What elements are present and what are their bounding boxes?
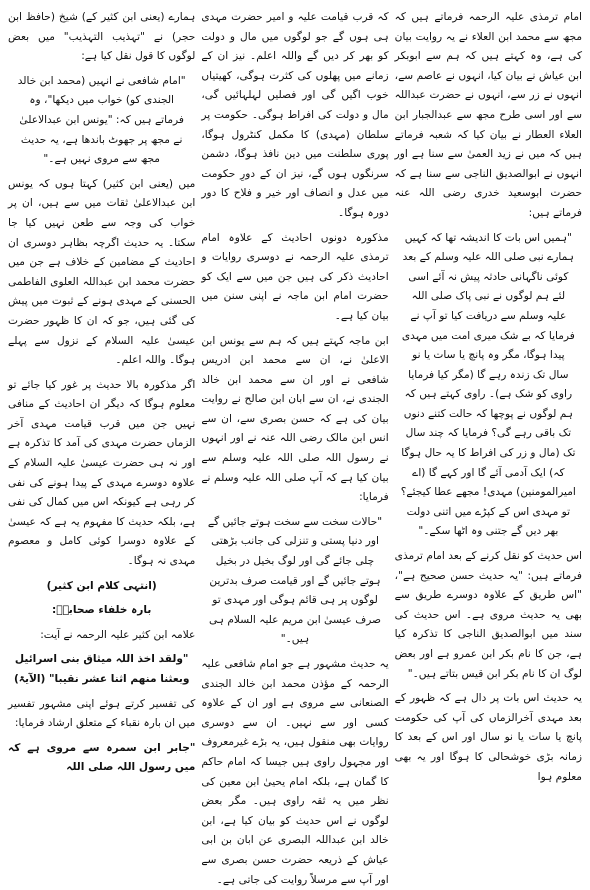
paragraph: اگر مذکورہ بالا حدیث پر غور کیا جائے تو معلوم ہوگا کہ دیگر ان احادیث کے منافی نہیں جن میں قرب قیامت مہدی آخر الزماں حضرت مہدی کی آمد کا تذکرہ ہے اور نہ ہی حضرت عیسیٰ علیہ السلام کے علاوہ دوسرے مہدی کے پیدا ہونے کی نفی کر رہی ہے کیونکہ اس میں کمال کی نفی ہے، بلکہ حدیث کا مفہوم یہ ہے کہ عیسیٰ کے علاوہ دوسرا کوئی کامل و معصوم مہدی نہ ہوگا۔ (8, 378, 196, 568)
paragraph: "ہمیں اس بات کا اندیشہ تھا کہ کہیں ہمارے نبی صلی اللہ علیہ وسلم کے بعد کوئی ناگہانی حادثہ پیش نہ آئے اسی لئے ہم لوگوں نے نبی پاک صلی اللہ علیہ وسلم سے دریافت کیا تو آپ نے فرمایا کہ بے شک میری امت میں مہدی پیدا ہوگا، مگر وہ پانچ یا سات یا نو سال تک زندہ رہے گا (مگر کیا فرمایا راوی کو شک ہے)۔ راوی کہتے ہیں کہ ہم لوگوں نے پوچھا کہ حالت کتنے دنوں تک باقی رہے گی؟ فرمایا کہ چند سال تک (مال و زر کی افراط کا یہ حال ہوگا کہ) ایک آدمی آئے گا اور کہے گا (اے امیرالمومنین) مہدی! مجھے عطا کیجئے؟ تو مہدی اس کے کپڑے میں اتنی دولت بھر دیں گے جتنی وہ اٹھا سکے۔" (400, 231, 576, 538)
paragraph: میں (یعنی ابن کثیر) کہتا ہوں کہ یونس ابن عبدالاعلیٰ ثقات میں سے ہیں، ان پر خواب کی وجہ سے طعن نہیں کیا جا سکتا۔ یہ حدیث اگرچہ بظاہر دوسری ان احادیث کے مضامین کے خلاف ہے جن میں حضرت محمد ابن عبداللہ العلوی الفاطمی الحسنی کے مہدی ہونے کے ثبوت میں پیش کی گئی ہیں، جو کہ ان کا ظہور حضرت عیسیٰ علیہ السلام کے نزول سے پہلے ہوگا۔ واللہ اعلم۔ (8, 177, 196, 367)
paragraph: "امام شافعی نے انہیں (محمد ابن خالد الجندی کو) خواب میں دیکھا"، وہ فرماتے ہیں کہ: "یونس ابن عبدالاعلیٰ نے مجھ پر جھوٹ باندھا ہے، یہ حدیث مجھ سے مروی نہیں ہے۔" (17, 74, 186, 166)
paragraph: "جابر ابن سمرہ سے مروی ہے کہ میں رسول اللہ صلی اللہ (8, 741, 196, 774)
text-column-middle (201, 8, 389, 886)
paragraph: (انتہی کلام ابن کثیر) (46, 579, 157, 592)
paragraph: "ولقد اخذ اللہ میثاق بنی اسرائیل وبعثنا منھم اثنا عشر نقیبا" (الآیۃ) (13, 653, 190, 685)
text-column-left (8, 8, 196, 774)
paragraph: یہ حدیث اس بات پر دال ہے کہ ظہور کے بعد مہدی آخرالزماں کی آپ کی حکومت پانچ یا سات یا نو سال اور اس کے بعد کا زمانہ بڑی خوشحالی کا ہوگا اور یہ بھی معلوم ہوا (394, 692, 582, 783)
text-column-right (394, 8, 582, 783)
paragraph: کہ قرب قیامت علیہ و امیر حضرت مہدی ہی ہوں گے جو لوگوں میں مال و دولت کو بھر کر دیں گے واللہ اعلم۔ نیز ان کے زمانے میں پھلوں کی کثرت ہوگی، کھیتیاں خوب اگیں گی اور فصلیں لہلہائیں گی، مال و دولت کی افراط ہوگی۔ حکومت پر سلطان (مہدی) کا مکمل کنٹرول ہوگا، پوری سلطنت میں دین نافذ ہوگا، دشمن سرنگوں ہوں گے، نیز ان کے دورِ حکومت میں عدل و انصاف اور خیر و فلاح کا دور دورہ ہوگا۔ (201, 11, 389, 219)
paragraph: اس حدیث کو نقل کرنے کے بعد امام ترمذی فرماتے ہیں: "یہ حدیث حسن صحیح ہے"، "اس طریق کے علاوہ دوسرے طریق سے بھی یہ حدیث مروی ہے۔ اس حدیث کی سند میں ابوالصدیق الناجی کا تذکرہ کیا ہے، جن کا نام بکر ابن عمرو ہے اور بعض لوگ ان کا نام بکر ابن قیس بتاتے ہیں۔" (394, 550, 582, 680)
paragraph: علامہ ابن کثیر علیہ الرحمہ نے آیت: (40, 628, 196, 641)
paragraph: ابن ماجہ کہتے ہیں کہ ہم سے یونس ابن الاعلیٰ نے، ان سے محمد ابن ادریس شافعی نے اور ان سے محمد ابن خالد الجندی نے، ان سے ابان ابن صالح نے روایت بیان کی ہے کہ حسن بصری سے، ان سے انس ابن مالک رضی اللہ عنہ نے اور انہوں نے رسول اللہ صلی اللہ علیہ وسلم سے بیان کیا ہے کہ آپ صلی اللہ علیہ وسلم نے فرمایا: (201, 334, 389, 504)
paragraph: یہ حدیث مشہور ہے جو امام شافعی علیہ الرحمہ کے مؤذن محمد ابن خالد الجندی الصنعانی سے مروی ہے اور ان کے علاوہ کسی اور سے نہیں۔ ان سے دوسری روایات بھی منقول ہیں، یہ بڑے غیرمعروف اور مجہول راوی ہیں جیسا کہ امام حاکم کا گمان ہے، بلکہ امام یحییٰ ابن معین کی نظر میں یہ ثقہ راوی ہیں۔ مگر بعض لوگوں نے اس حدیث کو بیان کیا ہے، ابن خالد ابن عبداللہ البصری عن ابان بن ابی عیاش کے ذریعہ حضرت حسن بصری سے اور آپ سے مرسلاً روایت کی جاتی ہے۔ (201, 658, 389, 886)
paragraph: امام ترمذی علیہ الرحمہ فرماتے ہیں کہ مجھ سے محمد ابن العلاء نے یہ روایت بیان کی ہے، وہ کہتے ہیں کہ ہم سے ابوبکر ابن عیاش نے بیان کیا، انہوں نے عاصم سے، انہوں نے زر سے، انہوں نے حضرت عبداللہ سے اور اسی طرح مجھ سے عبدالجبار ابن العلاء العطار نے بیان کیا کہ شعبہ فرماتے ہیں کہ میں نے زید العمیٰ سے سنا ہے اور انہوں نے ابوالصدیق الناجی سے سنا ہے کہ حضرت ابوسعید خدری رضی اللہ عنہ فرماتے ہیں: (394, 11, 582, 219)
paragraph: مذکورہ دونوں احادیث کے علاوہ امام ترمذی علیہ الرحمہ نے دوسری روایات و احادیث ذکر کی ہیں جن میں سے ایک کو حضرت امام ابن ماجہ نے اپنی سنن میں بیان کیا ہے۔ (201, 231, 389, 322)
paragraph: کی تفسیر کرتے ہوئے اپنی مشہور تفسیر میں ان بارہ نقباء کے متعلق ارشاد فرمایا: (8, 697, 196, 730)
paragraph: بارہ خلفاء صحابہؓ: (51, 604, 152, 617)
paragraph: "حالات سخت سے سخت ہوتے جائیں گے اور دنیا پستی و تنزلی کی جانب بڑھتی چلی جائے گی اور لوگ بخیل در بخیل ہوتے جائیں گے اور قیامت صرف بدترین لوگوں پر ہی قائم ہوگی اور مہدی تو صرف عیسیٰ ابن مریم علیہ السلام ہی ہیں۔" (207, 515, 383, 646)
paragraph: ہمارے (یعنی ابن کثیر کے) شیخ (حافظ ابن حجر) نے "تہذیب التہذیب" میں بعض لوگوں کا قول نقل کیا ہے: (8, 11, 196, 63)
